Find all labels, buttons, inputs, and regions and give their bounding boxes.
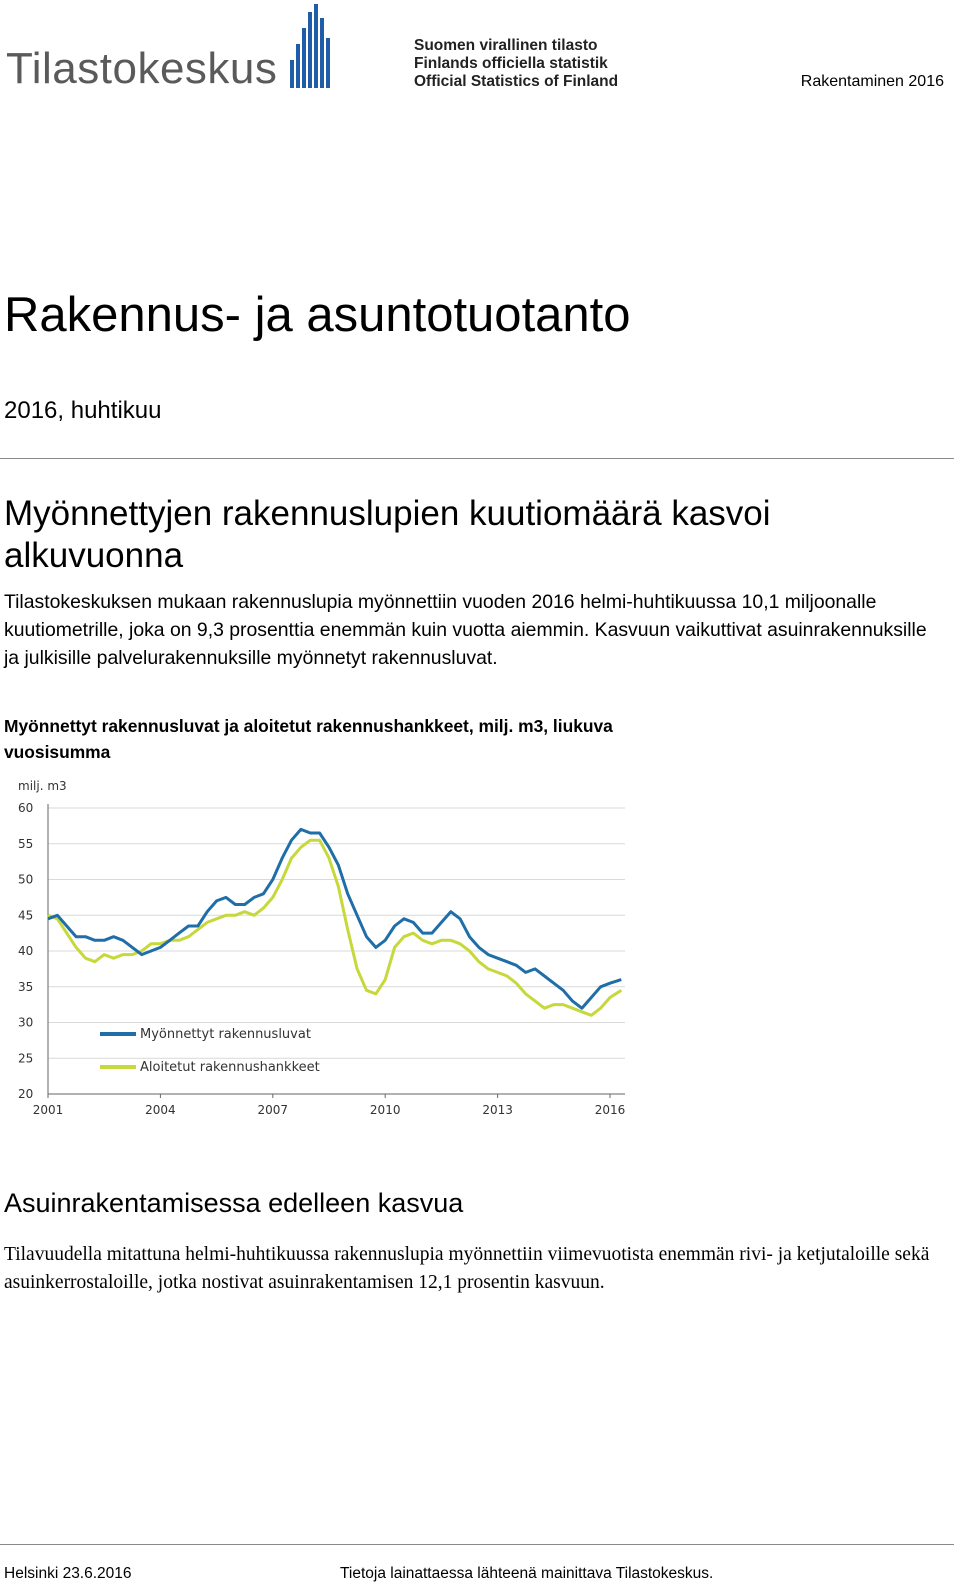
publication-label: Rakentaminen 2016: [800, 73, 944, 90]
y-tick-label: 40: [18, 944, 34, 958]
official-line-en: Official Statistics of Finland: [414, 73, 619, 90]
page-title: Rakennus- ja asuntotuotanto: [4, 288, 631, 342]
logo-wordmark: Tilastokeskus: [6, 44, 278, 93]
x-tick-label: 2013: [482, 1103, 513, 1117]
series-line: [48, 829, 621, 1008]
series-line: [48, 840, 621, 1015]
logo-bar: [296, 44, 300, 88]
section-heading: Myönnettyjen rakennuslupien kuutiomäärä kasvoi alkuvuonna: [4, 494, 771, 575]
logo-bar: [308, 12, 312, 88]
logo-bar: [314, 4, 318, 88]
x-tick-label: 2007: [257, 1103, 289, 1117]
line-chart: [0, 776, 650, 1136]
y-unit-label: milj. m3: [18, 779, 67, 793]
divider: [0, 458, 954, 459]
chart-title: Myönnettyt rakennusluvat ja aloitetut rakennushankkeet, milj. m3, liukuva vuosisumma: [4, 716, 613, 762]
x-tick-label: 2001: [32, 1103, 64, 1117]
footer-citation: Tietoja lainattaessa lähteenä mainittava Tilastokeskus.: [340, 1565, 714, 1582]
section-heading-2: Asuinrakentamisessa edelleen kasvua: [4, 1188, 464, 1218]
legend-label: Aloitetut rakennushankkeet: [140, 1060, 320, 1075]
y-tick-label: 20: [18, 1087, 34, 1101]
logo-bar: [302, 28, 306, 88]
logo-bar: [290, 60, 294, 88]
section-body: Tilastokeskuksen mukaan rakennuslupia myönnettiin vuoden 2016 helmi-huhtikuussa 10,1 miljoonalle kuutiometrille, joka on 9,3 prosenttia enemmän kuin vuotta aiemmin. Kasvuun vaikuttivat asuinrakennuksille ja julkisille palvelurakennuksille myönnetyt rakennusluvat.: [4, 591, 927, 669]
x-tick-label: 2010: [369, 1103, 401, 1117]
y-tick-label: 30: [18, 1015, 34, 1030]
x-tick-label: 2004: [145, 1103, 176, 1117]
y-tick-label: 50: [18, 872, 34, 887]
official-line-sv: Finlands officiella statistik: [414, 55, 608, 72]
y-tick-label: 35: [18, 979, 34, 994]
y-tick-label: 55: [18, 836, 34, 851]
official-line-fi: Suomen virallinen tilasto: [414, 37, 598, 54]
footer-place-date: Helsinki 23.6.2016: [4, 1565, 132, 1582]
logo-bar: [320, 18, 324, 88]
official-statistics-label: [414, 37, 618, 91]
section-body-2: Tilavuudella mitattuna helmi-huhtikuussa rakennuslupia myönnettiin viimevuotista enemmän rivi- ja ketjutaloille sekä asuinkerrostaloille, jotka nostivat asuinrakentamisen 12,1 prosentin kasvuun.: [4, 1244, 930, 1293]
logo-bar: [326, 38, 330, 88]
page-subtitle: 2016, huhtikuu: [4, 397, 162, 424]
x-tick-label: 2016: [594, 1103, 626, 1117]
y-tick-label: 45: [18, 908, 34, 923]
y-tick-label: 25: [18, 1051, 34, 1066]
footer-divider: [0, 1544, 954, 1545]
legend-label: Myönnettyt rakennusluvat: [140, 1027, 311, 1042]
logo-bars-icon: [290, 4, 334, 88]
y-tick-label: 60: [18, 801, 34, 815]
